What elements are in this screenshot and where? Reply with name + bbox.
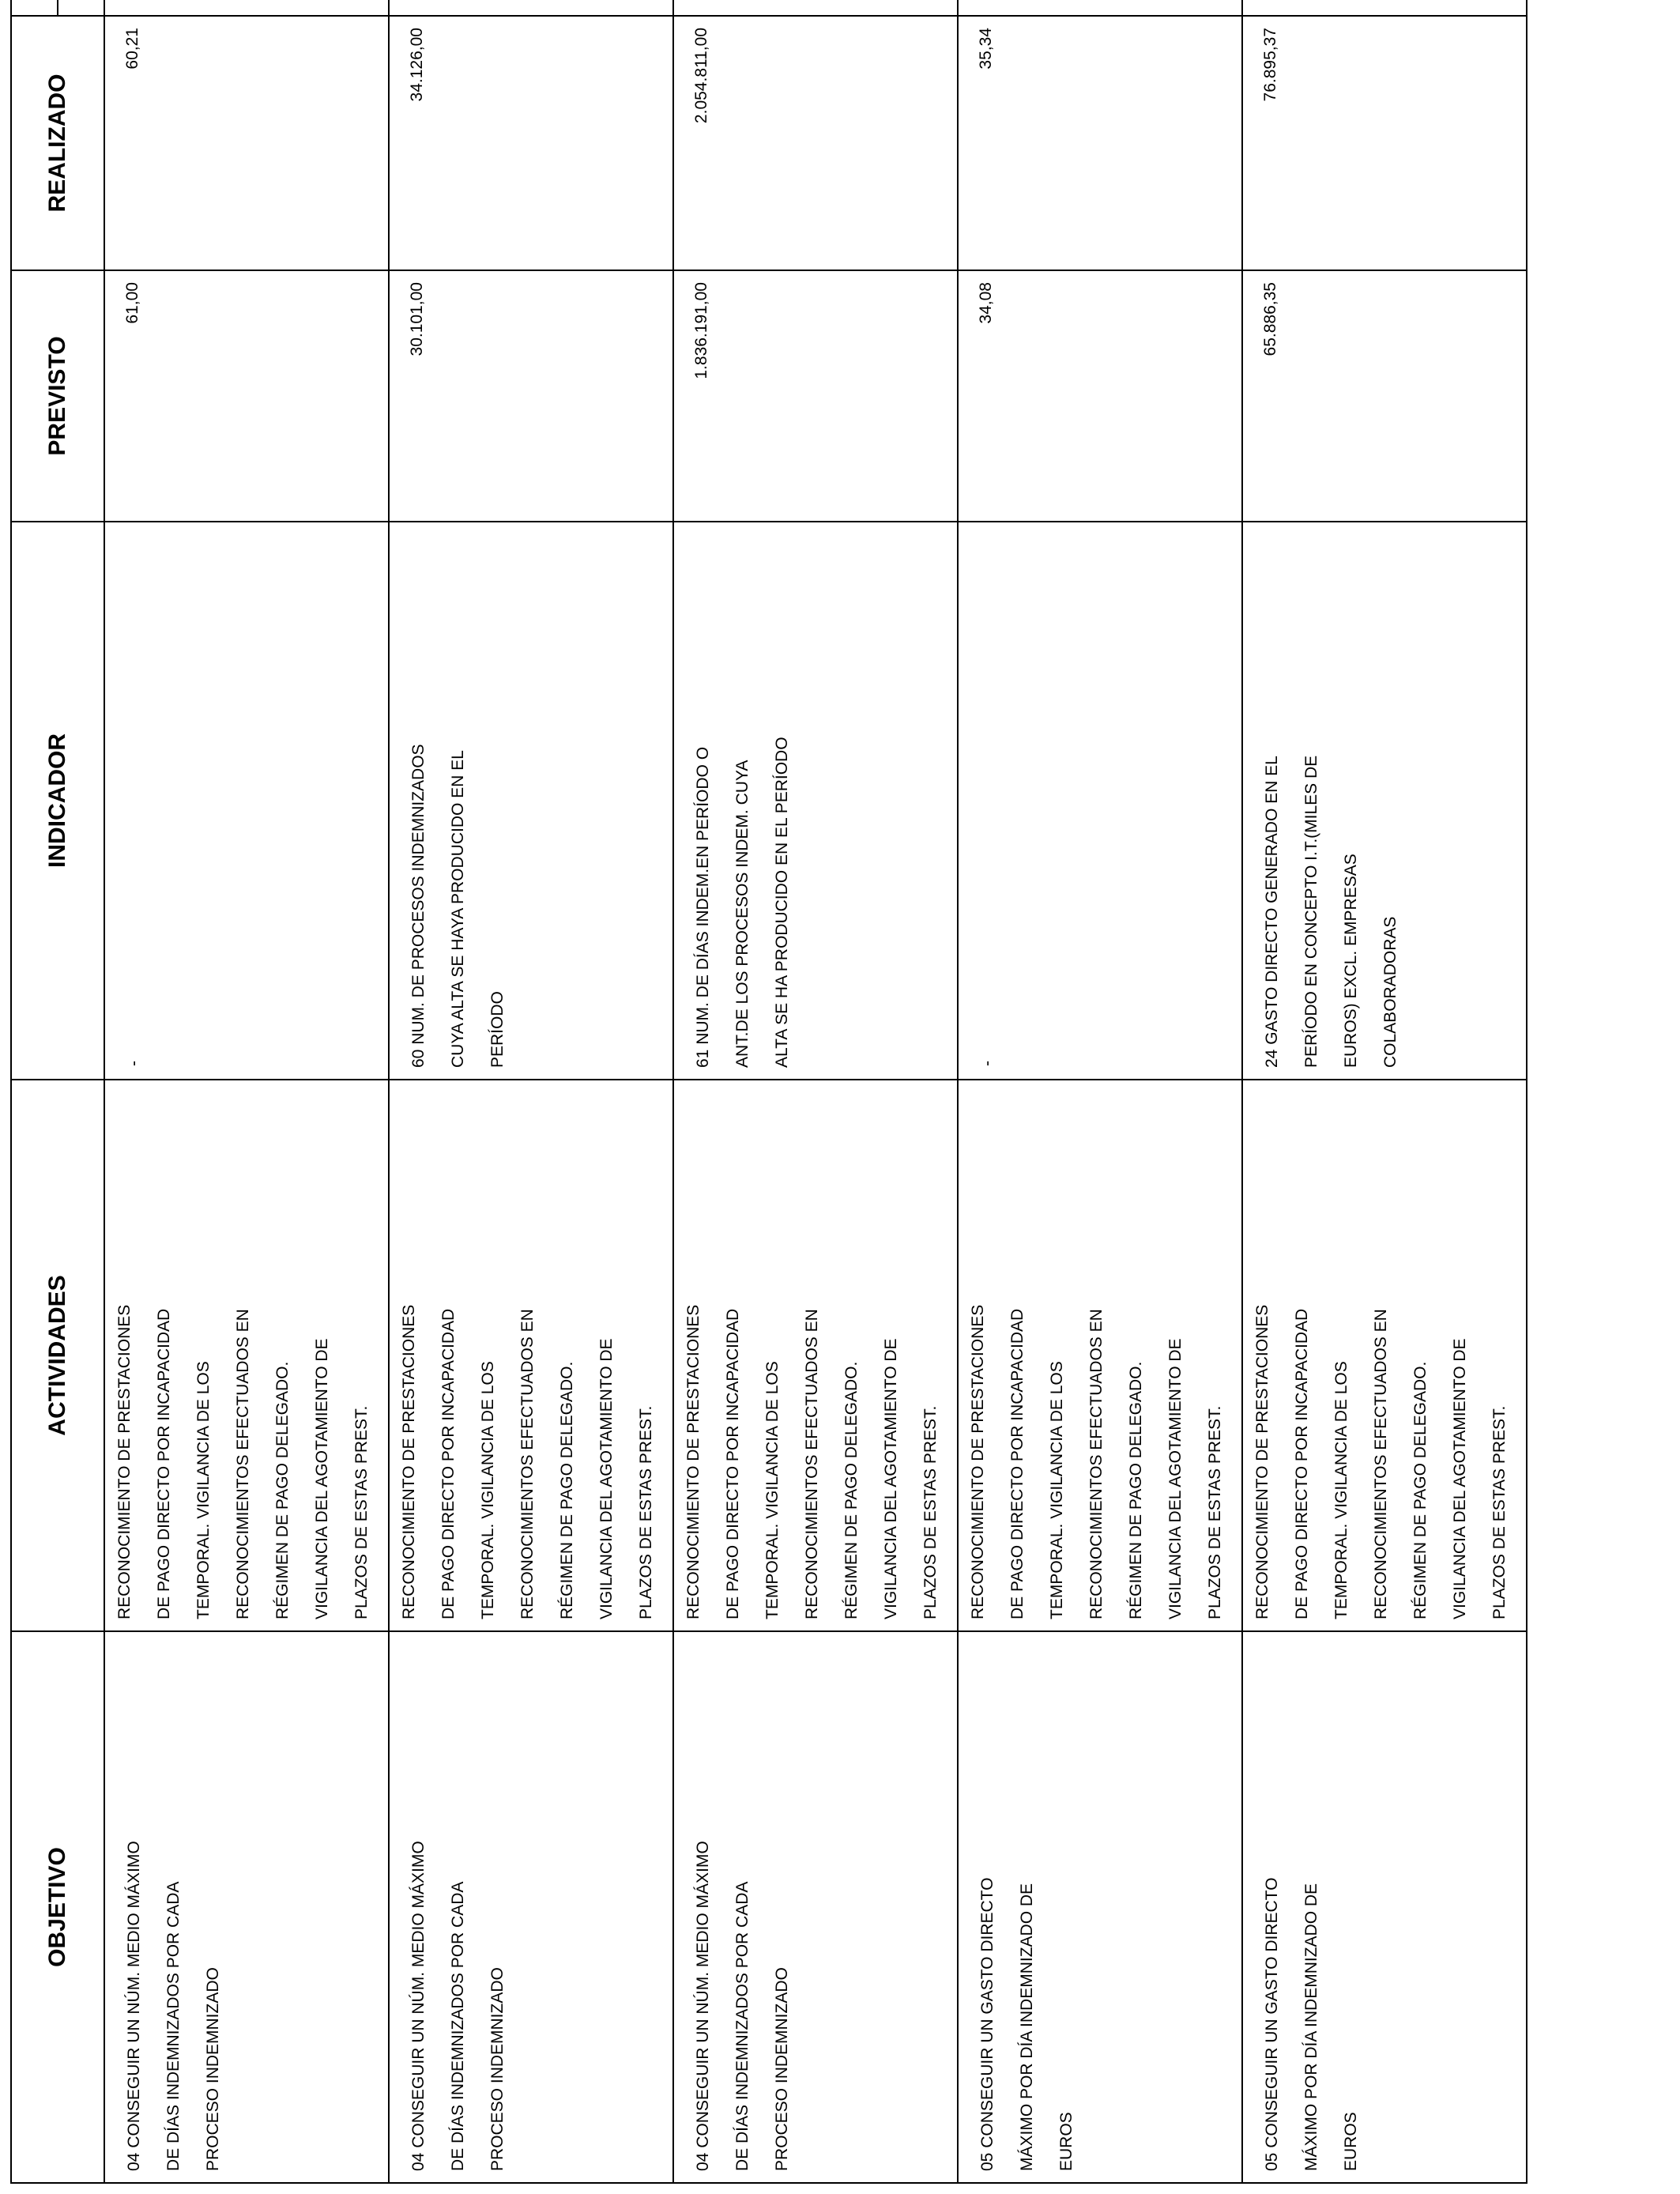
actividades-cell-line: RECONOCIMIENTO DE PRESTACIONES xyxy=(115,1304,134,1619)
header-row-top xyxy=(11,0,58,2183)
absolutas-cell xyxy=(389,0,673,16)
actividades-cell-line: RECONOCIMIENTO DE PRESTACIONES xyxy=(969,1304,987,1619)
actividades-cell xyxy=(389,1080,673,1631)
actividades-cell-line: RÉGIMEN DE PAGO DELEGADO. xyxy=(1411,1361,1430,1619)
actividades-cell-line: PLAZOS DE ESTAS PREST. xyxy=(637,1405,655,1619)
indicador-cell xyxy=(958,522,1242,1080)
objetivo-cell-line: PROCESO INDEMNIZADO xyxy=(204,1967,222,2171)
actividades-cell-line: DE PAGO DIRECTO POR INCAPACIDAD xyxy=(724,1308,742,1619)
indicador-cell-line: 61 NUM. DE DÍAS INDEM.EN PERÍODO O xyxy=(694,746,712,1068)
actividades-cell-line: TEMPORAL. VIGILANCIA DE LOS xyxy=(1332,1361,1350,1619)
actividades-cell-line: RÉGIMEN DE PAGO DELEGADO. xyxy=(1127,1361,1145,1619)
indicador-cell-line: - xyxy=(125,1061,143,1066)
previsto-cell: 1.836.191,00 xyxy=(673,270,958,522)
objetivo-cell-line: 04 CONSEGUIR UN NÚM. MEDIO MÁXIMO xyxy=(409,1841,428,2171)
actividades-cell-line: TEMPORAL. VIGILANCIA DE LOS xyxy=(194,1361,213,1619)
indicador-cell-line: ANT.DE LOS PROCESOS INDEM. CUYA xyxy=(733,760,751,1068)
absolutas-cell xyxy=(958,0,1242,16)
table-row xyxy=(958,0,1242,2183)
actividades-cell-line: RECONOCIMIENTOS EFECTUADOS EN xyxy=(518,1309,537,1619)
objetivo-cell-line: 04 CONSEGUIR UN NÚM. MEDIO MÁXIMO xyxy=(125,1841,143,2171)
previsto-cell: 30.101,00 xyxy=(389,270,673,522)
realizado-cell: 2.054.811,00 xyxy=(673,16,958,270)
actividades-cell-line: RÉGIMEN DE PAGO DELEGADO. xyxy=(558,1361,576,1619)
indicador-cell-line: EUROS) EXCL. EMPRESAS xyxy=(1342,854,1360,1068)
objetivo-cell-line: MÁXIMO POR DÍA INDEMNIZADO DE xyxy=(1302,1883,1320,2171)
header-objetivo: OBJETIVO xyxy=(11,1631,104,2183)
table-body xyxy=(104,0,1527,2183)
actividades-cell-line: VIGILANCIA DEL AGOTAMIENTO DE xyxy=(1451,1338,1469,1619)
indicador-cell xyxy=(389,522,673,1080)
indicador-cell-line: 24 GASTO DIRECTO GENERADO EN EL xyxy=(1263,756,1281,1068)
indicador-cell-line: CUYA ALTA SE HAYA PRODUCIDO EN EL xyxy=(449,750,467,1068)
objetivo-cell xyxy=(673,1631,958,2183)
actividades-cell-line: VIGILANCIA DEL AGOTAMIENTO DE xyxy=(1166,1338,1185,1619)
objetivo-cell-line: 05 CONSEGUIR UN GASTO DIRECTO xyxy=(1263,1877,1281,2171)
actividades-cell xyxy=(104,1080,389,1631)
header-realizado: REALIZADO xyxy=(11,16,104,270)
objetivo-cell-line: DE DÍAS INDEMNIZADOS POR CADA xyxy=(449,1881,467,2171)
table-row xyxy=(673,0,958,2183)
indicador-cell-line: ALTA SE HA PRODUCIDO EN EL PERÍODO xyxy=(773,737,791,1068)
objetivo-cell xyxy=(104,1631,389,2183)
actividades-cell-line: RECONOCIMIENTO DE PRESTACIONES xyxy=(684,1304,703,1619)
objetivo-cell-line: 04 CONSEGUIR UN NÚM. MEDIO MÁXIMO xyxy=(694,1841,712,2171)
objetivo-cell-line: EUROS xyxy=(1057,2112,1075,2171)
header-desviaciones xyxy=(11,0,58,16)
table-row xyxy=(389,0,673,2183)
objetivo-cell-line: PROCESO INDEMNIZADO xyxy=(488,1967,507,2171)
actividades-cell-line: RECONOCIMIENTOS EFECTUADOS EN xyxy=(1372,1309,1390,1619)
header-indicador: INDICADOR xyxy=(11,522,104,1080)
actividades-cell-line: RÉGIMEN DE PAGO DELEGADO. xyxy=(273,1361,292,1619)
absolutas-cell xyxy=(673,0,958,16)
previsto-cell: 34,08 xyxy=(958,270,1242,522)
actividades-cell xyxy=(1242,1080,1527,1631)
actividades-cell-line: PLAZOS DE ESTAS PREST. xyxy=(352,1405,371,1619)
objetivo-cell-line: PROCESO INDEMNIZADO xyxy=(773,1967,791,2171)
header-previsto: PREVISTO xyxy=(11,270,104,522)
actividades-cell-line: DE PAGO DIRECTO POR INCAPACIDAD xyxy=(439,1308,458,1619)
actividades-cell-line: DE PAGO DIRECTO POR INCAPACIDAD xyxy=(1008,1308,1026,1619)
actividades-cell-line: PLAZOS DE ESTAS PREST. xyxy=(921,1405,940,1619)
actividades-cell-line: DE PAGO DIRECTO POR INCAPACIDAD xyxy=(155,1308,173,1619)
objetivo-cell-line: DE DÍAS INDEMNIZADOS POR CADA xyxy=(733,1881,751,2171)
objetivo-cell xyxy=(1242,1631,1527,2183)
actividades-cell-line: TEMPORAL. VIGILANCIA DE LOS xyxy=(763,1361,782,1619)
header-absolutas xyxy=(58,0,104,16)
actividades-cell-line: PLAZOS DE ESTAS PREST. xyxy=(1490,1405,1509,1619)
absolutas-cell xyxy=(104,0,389,16)
indicador-cell-line: - xyxy=(978,1061,996,1066)
indicador-cell-line: PERÍODO EN CONCEPTO I.T.(MILES DE xyxy=(1302,755,1320,1068)
actividades-cell-line: VIGILANCIA DEL AGOTAMIENTO DE xyxy=(597,1338,616,1619)
table-row xyxy=(1242,0,1527,2183)
actividades-cell-line: TEMPORAL. VIGILANCIA DE LOS xyxy=(479,1361,497,1619)
indicador-cell-line: PERÍODO xyxy=(488,991,507,1068)
deviations-table xyxy=(10,0,1527,2184)
header-actividades: ACTIVIDADES xyxy=(11,1080,104,1631)
objetivo-cell-line: 05 CONSEGUIR UN GASTO DIRECTO xyxy=(978,1877,996,2171)
actividades-cell xyxy=(958,1080,1242,1631)
actividades-cell-line: DE PAGO DIRECTO POR INCAPACIDAD xyxy=(1293,1308,1311,1619)
actividades-cell-line: RECONOCIMIENTOS EFECTUADOS EN xyxy=(803,1309,821,1619)
objetivo-cell-line: DE DÍAS INDEMNIZADOS POR CADA xyxy=(164,1881,183,2171)
indicador-cell-line: 60 NUM. DE PROCESOS INDEMNIZADOS xyxy=(409,744,428,1068)
actividades-cell-line: RÉGIMEN DE PAGO DELEGADO. xyxy=(842,1361,861,1619)
realizado-cell: 34.126,00 xyxy=(389,16,673,270)
actividades-cell-line: RECONOCIMIENTO DE PRESTACIONES xyxy=(1253,1304,1271,1619)
actividades-cell-line: RECONOCIMIENTOS EFECTUADOS EN xyxy=(234,1309,252,1619)
actividades-cell-line: TEMPORAL. VIGILANCIA DE LOS xyxy=(1048,1361,1066,1619)
indicador-cell xyxy=(1242,522,1527,1080)
previsto-cell: 61,00 xyxy=(104,270,389,522)
absolutas-cell xyxy=(1242,0,1527,16)
table-row xyxy=(104,0,389,2183)
objetivo-cell xyxy=(389,1631,673,2183)
objetivo-cell xyxy=(958,1631,1242,2183)
realizado-cell: 76.895,37 xyxy=(1242,16,1527,270)
indicador-cell xyxy=(104,522,389,1080)
indicador-cell xyxy=(673,522,958,1080)
actividades-cell-line: VIGILANCIA DEL AGOTAMIENTO DE xyxy=(313,1338,331,1619)
actividades-cell xyxy=(673,1080,958,1631)
actividades-cell-line: VIGILANCIA DEL AGOTAMIENTO DE xyxy=(882,1338,900,1619)
indicador-cell-line: COLABORADORAS xyxy=(1381,916,1399,1068)
actividades-cell-line: RECONOCIMIENTOS EFECTUADOS EN xyxy=(1087,1309,1106,1619)
realizado-cell: 60,21 xyxy=(104,16,389,270)
realizado-cell: 35,34 xyxy=(958,16,1242,270)
previsto-cell: 65.886,35 xyxy=(1242,270,1527,522)
actividades-cell-line: PLAZOS DE ESTAS PREST. xyxy=(1206,1405,1224,1619)
objetivo-cell-line: EUROS xyxy=(1342,2112,1360,2171)
objetivo-cell-line: MÁXIMO POR DÍA INDEMNIZADO DE xyxy=(1018,1883,1036,2171)
actividades-cell-line: RECONOCIMIENTO DE PRESTACIONES xyxy=(400,1304,418,1619)
